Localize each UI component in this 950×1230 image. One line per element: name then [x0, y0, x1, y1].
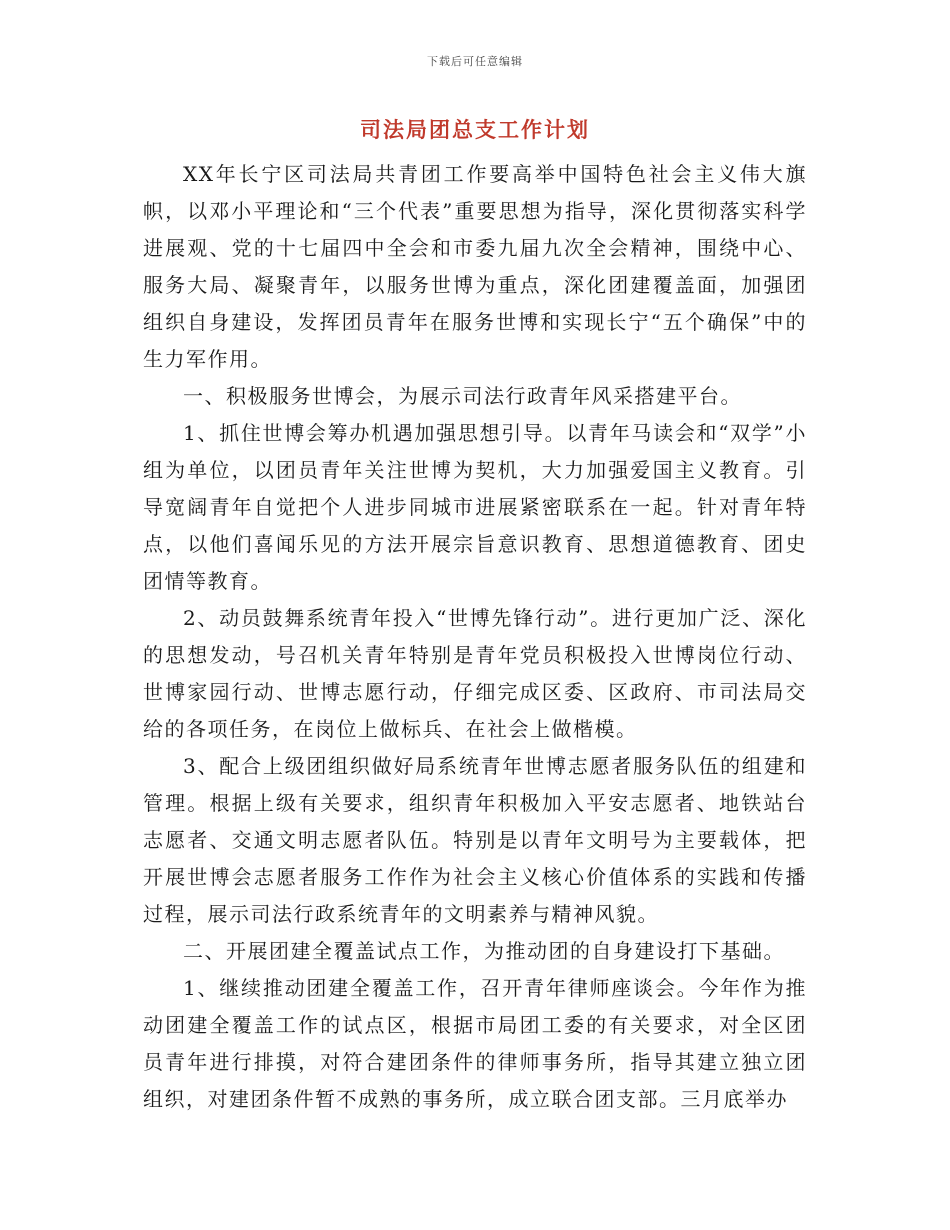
document-title: 司法局团总支工作计划	[360, 117, 590, 142]
document-body	[143, 156, 807, 1118]
intro-paragraph: XX年长宁区司法局共青团工作要高举中国特色社会主义伟大旗帜，以邓小平理论和“三个代表”重要思想为指导，深化贯彻落实科学进展观、党的十七届四中全会和市委九届九次全会精神，围绕中心、服务大局、凝聚青年，以服务世博为重点，深化团建覆盖面，加强团组织自身建设，发挥团员青年在服务世博和实现长宁“五个确保”中的生力军作用。	[143, 162, 807, 371]
section-1-item-3: 3、配合上级团组织做好局系统青年世博志愿者服务队伍的组建和管理。根据上级有关要求，组织青年积极加入平安志愿者、地铁站台志愿者、交通文明志愿者队伍。特别是以青年文明号为主要载体，把开展世博会志愿者服务工作作为社会主义核心价值体系的实践和传播过程，展示司法行政系统青年的文明素养与精神风貌。	[143, 754, 807, 926]
section-1-item-1: 1、抓住世博会筹办机遇加强思想引导。以青年马读会和“双学”小组为单位，以团员青年关注世博为契机，大力加强爱国主义教育。引导宽阔青年自觉把个人进步同城市进展紧密联系在一起。针对青年特点，以他们喜闻乐见的方法开展宗旨意识教育、思想道德教育、团史团情等教育。	[143, 421, 807, 593]
section-heading-1: 一、积极服务世博会，为展示司法行政青年风采搭建平台。	[183, 384, 742, 408]
section-2-item-1: 1、继续推动团建全覆盖工作，召开青年律师座谈会。今年作为推动团建全覆盖工作的试点区，根据市局团工委的有关要求，对全区团员青年进行排摸，对符合建团条件的律师事务所，指导其建立独立团组织，对建团条件暂不成熟的事务所，成立联合团支部。三月底举办	[143, 976, 807, 1111]
section-heading-2: 二、开展团建全覆盖试点工作，为推动团的自身建设打下基础。	[183, 939, 785, 963]
section-1-item-2: 2、动员鼓舞系统青年投入“世博先锋行动”。进行更加广泛、深化的思想发动，号召机关青年特别是青年党员积极投入世博岗位行动、世博家园行动、世博志愿行动，仔细完成区委、区政府、市司法局交给的各项任务，在岗位上做标兵、在社会上做楷模。	[143, 606, 807, 741]
header-note: 下载后可任意编辑	[427, 55, 523, 68]
